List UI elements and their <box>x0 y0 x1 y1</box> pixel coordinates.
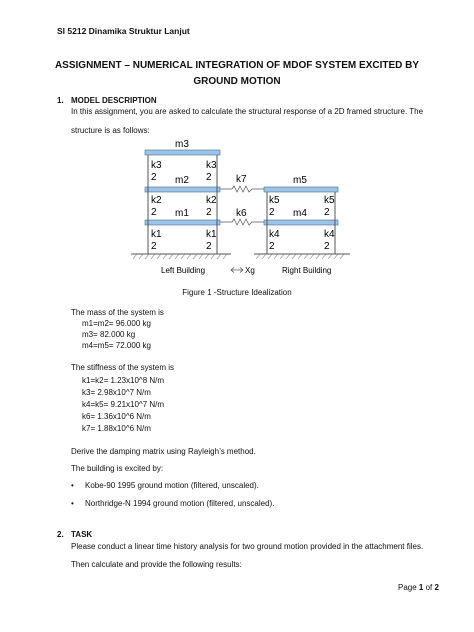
label-2-k3-left: 2 <box>151 172 157 183</box>
section1-number: 1. <box>57 96 64 105</box>
figure-caption: Figure 1 -Structure Idealization <box>182 288 292 297</box>
bullet-text: Northridge-N 1994 ground motion (filtered, unscaled). <box>85 499 275 508</box>
document-header: SI 5212 Dinamika Struktur Lanjut <box>57 26 190 36</box>
label-m5: m5 <box>293 175 307 186</box>
label-k3-left: k3 <box>151 160 162 171</box>
label-2-k1-left: 2 <box>151 241 157 252</box>
damping-text: Derive the damping matrix using Rayleigh’s method. <box>71 447 256 456</box>
section2-heading <box>57 530 92 539</box>
label-k2-left: k2 <box>151 195 162 206</box>
slab-m4 <box>264 220 338 225</box>
spring-k7 <box>220 186 264 192</box>
section1-title: MODEL DESCRIPTION <box>71 96 157 105</box>
label-k5-left: k5 <box>269 195 280 206</box>
footer-total-pages: 2 <box>434 583 439 592</box>
label-2-k4-left: 2 <box>269 241 275 252</box>
label-2-k4-right: 2 <box>324 241 330 252</box>
section2-title: TASK <box>71 530 93 539</box>
label-2-k2-left: 2 <box>151 207 157 218</box>
slab-m2 <box>145 187 220 192</box>
label-2-k2-right: 2 <box>206 207 212 218</box>
label-k4-right: k4 <box>324 229 335 240</box>
label-k6: k6 <box>236 208 247 219</box>
ground-hatch-right <box>256 254 344 259</box>
intro-line1: In this assignment, you are asked to calculate the structural response of a 2D framed structure. The <box>71 107 424 116</box>
structure-figure <box>0 0 474 290</box>
section2-number: 2. <box>57 530 64 539</box>
mass-intro: The mass of the system is <box>71 308 164 317</box>
mass-line3: m4=m5= 72.000 kg <box>82 341 151 350</box>
bullet-icon: • <box>71 481 74 490</box>
label-2-k5-left: 2 <box>269 207 275 218</box>
footer-of-word: of <box>423 583 435 592</box>
page-footer <box>398 583 439 592</box>
left-building-label: Left Building <box>161 266 206 275</box>
label-m4: m4 <box>293 208 307 219</box>
slab-m5 <box>264 187 338 192</box>
excited-text: The building is excited by: <box>71 464 164 473</box>
footer-current-page: 1 <box>418 583 424 592</box>
label-k3-right: k3 <box>206 160 217 171</box>
slab-m1 <box>145 220 220 225</box>
footer-page-word: Page <box>398 583 419 592</box>
ground-hatch-left <box>133 254 227 259</box>
label-2-k5-right: 2 <box>324 207 330 218</box>
label-xg: Xg <box>245 266 255 275</box>
label-2-k1-right: 2 <box>206 241 212 252</box>
stiffness-line5: k7= 1.88x10^6 N/m <box>82 424 151 433</box>
label-k1-right: k1 <box>206 229 217 240</box>
label-k1-left: k1 <box>151 229 162 240</box>
bullet-item-northridge <box>71 498 274 509</box>
stiffness-line3: k4=k5= 9.21x10^7 N/m <box>82 400 165 409</box>
bullet-text: Kobe-90 1995 ground motion (filtered, unscaled). <box>85 481 259 490</box>
stiffness-line1: k1=k2= 1.23x10^8 N/m <box>82 376 165 385</box>
mass-line1: m1=m2= 96.000 kg <box>82 319 151 328</box>
document-title-line2: GROUND MOTION <box>193 76 281 87</box>
right-building-label: Right Building <box>282 266 332 275</box>
label-2-k3-right: 2 <box>206 172 212 183</box>
bullet-icon: • <box>71 499 74 508</box>
stiffness-intro: The stiffness of the system is <box>71 363 175 372</box>
stiffness-line2: k3= 2.98x10^7 N/m <box>82 388 151 397</box>
slab-m3 <box>145 150 220 155</box>
label-m1: m1 <box>175 208 189 219</box>
mass-line2: m3= 82.000 kg <box>82 330 136 339</box>
bullet-item-kobe <box>71 480 259 491</box>
label-m2: m2 <box>175 175 189 186</box>
stiffness-line4: k6= 1.36x10^6 N/m <box>82 412 151 421</box>
task-line1: Please conduct a linear time history analysis for two ground motion provided in the attachment files. <box>71 542 424 551</box>
label-m3: m3 <box>175 139 189 150</box>
intro-line2: structure is as follows: <box>71 126 150 135</box>
label-k5-right: k5 <box>324 195 335 206</box>
label-k4-left: k4 <box>269 229 280 240</box>
document-title-line1: ASSIGNMENT – NUMERICAL INTEGRATION OF MDOF SYSTEM EXCITED BY <box>54 60 420 71</box>
label-k7: k7 <box>236 174 247 185</box>
spring-k6 <box>220 219 264 225</box>
task-line2: Then calculate and provide the following results: <box>71 560 242 569</box>
label-k2-right: k2 <box>206 195 217 206</box>
